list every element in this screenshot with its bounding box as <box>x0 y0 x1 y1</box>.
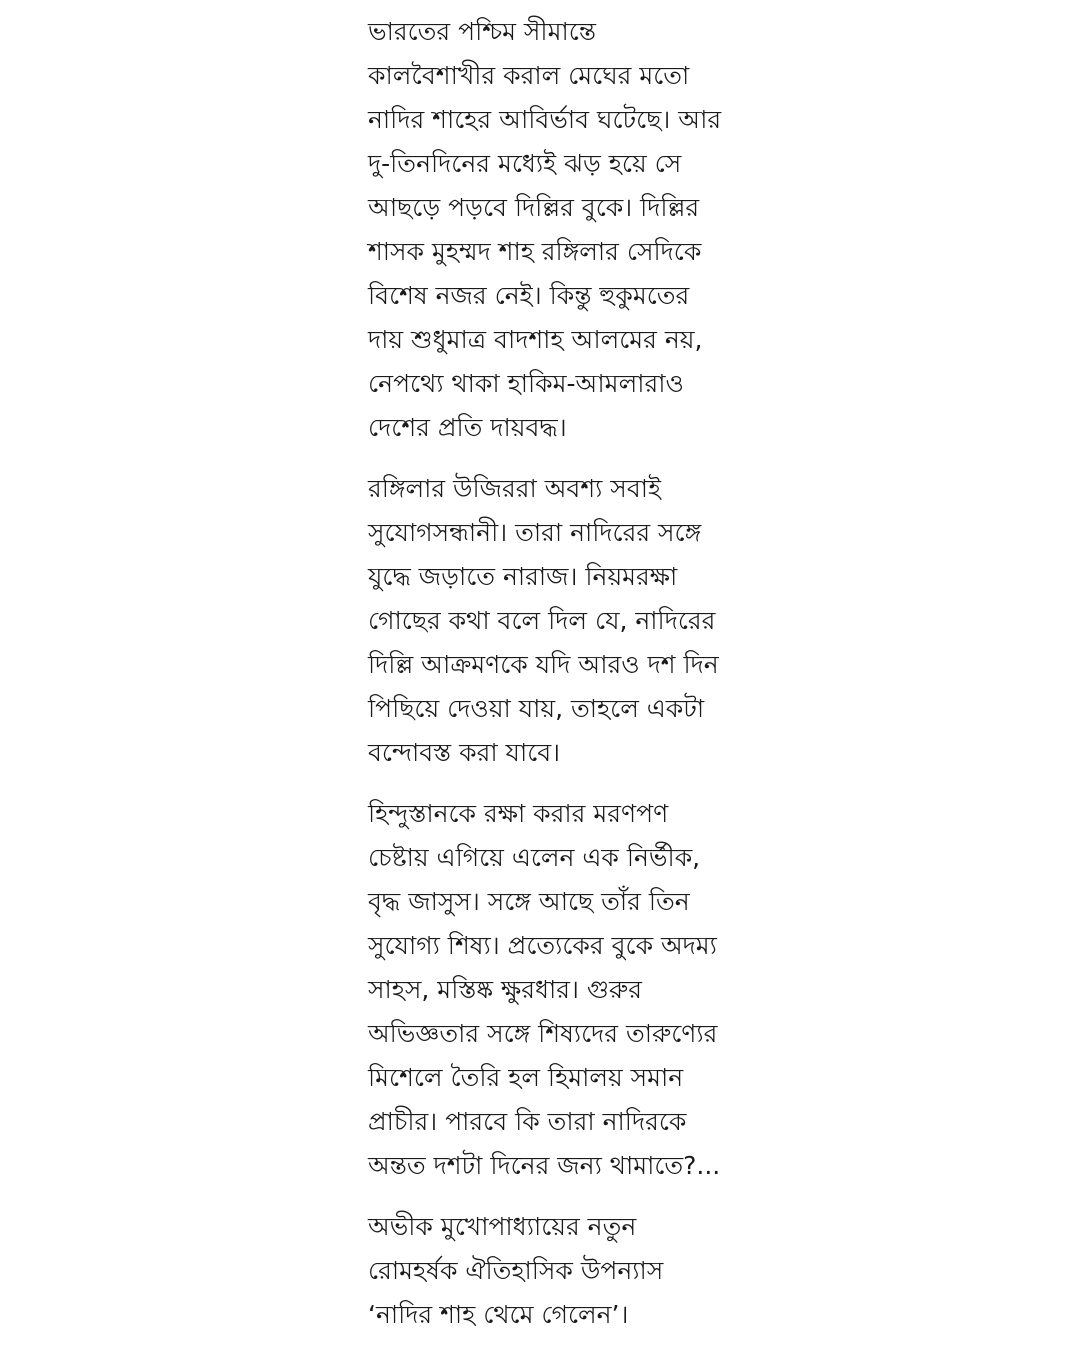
text-line: যুদ্ধে জড়াতে নারাজ। নিয়মরক্ষা <box>368 562 678 591</box>
text-line: সুযোগসন্ধানী। তারা নাদিরের সঙ্গে <box>368 518 702 547</box>
text-line: নেপথ্যে থাকা হাকিম-আমলারাও <box>368 369 684 398</box>
text-line: প্রাচীর। পারবে কি তারা নাদিরকে <box>368 1107 687 1136</box>
text-line: কালবৈশাখীর করাল মেঘের মতো <box>368 61 690 90</box>
text-line: আছড়ে পড়বে দিল্লির বুকে। দিল্লির <box>368 193 700 222</box>
text-line: মিশেলে তৈরি হল হিমালয় সমান <box>368 1063 684 1092</box>
paragraph-intro <box>368 10 788 450</box>
text-line: অভীক মুখোপাধ্যায়ের নতুন <box>368 1212 637 1241</box>
text-line: সাহস, মস্তিষ্ক ক্ষুরধার। গুরুর <box>368 975 642 1004</box>
text-line: অভিজ্ঞতার সঙ্গে শিষ্যদের তারুণ্যের <box>368 1019 718 1048</box>
paragraph-book-credit <box>368 1205 788 1337</box>
text-line: দায় শুধুমাত্র বাদশাহ আলমের নয়, <box>368 325 703 354</box>
text-line: দু-তিনদিনের মধ্যেই ঝড় হয়ে সে <box>368 149 682 178</box>
text-line: দেশের প্রতি দায়বদ্ধ। <box>368 413 567 442</box>
text-line: বিশেষ নজর নেই। কিন্তু হুকুমতের <box>368 281 690 310</box>
text-line: অন্তত দশটা দিনের জন্য থামাতে?... <box>368 1151 721 1180</box>
paragraph-ministers <box>368 467 788 775</box>
text-line: গোছের কথা বলে দিল যে, নাদিরের <box>368 606 716 635</box>
text-line: সুযোগ্য শিষ্য। প্রত্যেকের বুকে অদম্য <box>368 931 717 960</box>
text-line: দিল্লি আক্রমণকে যদি আরও দশ দিন <box>368 650 719 679</box>
text-line: বৃদ্ধ জাসুস। সঙ্গে আছে তাঁর তিন <box>368 887 690 916</box>
text-line: ভারতের পশ্চিম সীমান্তে <box>368 17 596 46</box>
text-line: চেষ্টায় এগিয়ে এলেন এক নির্ভীক, <box>368 843 701 872</box>
text-line: হিন্দুস্তানকে রক্ষা করার মরণপণ <box>368 799 669 828</box>
text-line: বন্দোবস্ত করা যাবে। <box>368 738 561 767</box>
text-line: নাদির শাহের আবির্ভাব ঘটেছে। আর <box>368 105 722 134</box>
paragraph-spy <box>368 792 788 1188</box>
blurb-text-column <box>368 10 788 1354</box>
text-line: রোমহর্ষক ঐতিহাসিক উপন্যাস <box>368 1256 664 1285</box>
text-line: শাসক মুহম্মদ শাহ রঙ্গিলার সেদিকে <box>368 237 702 266</box>
text-line: রঙ্গিলার উজিররা অবশ্য সবাই <box>368 474 661 503</box>
text-line: পিছিয়ে দেওয়া যায়, তাহলে একটা <box>368 694 705 723</box>
book-title-line: ‘নাদির শাহ থেমে গেলেন’। <box>368 1300 629 1329</box>
